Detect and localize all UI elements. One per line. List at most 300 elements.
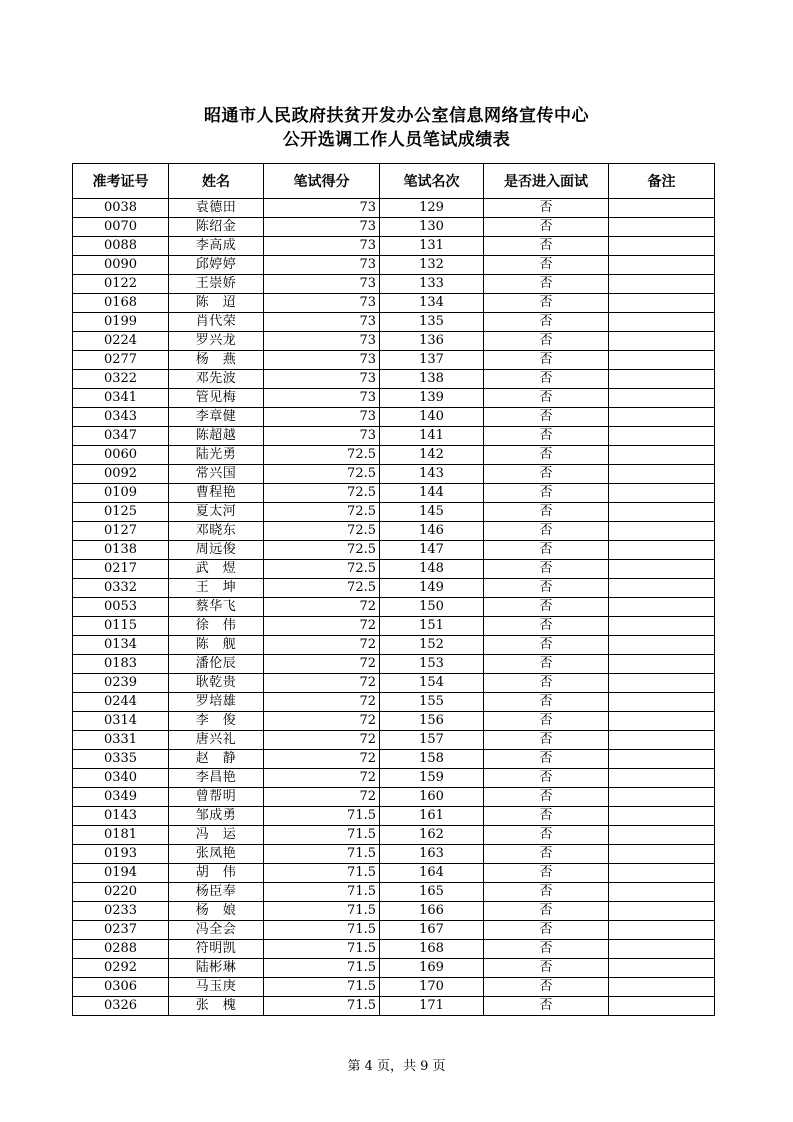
cell-note xyxy=(609,389,715,408)
cell-name: 武 煜 xyxy=(169,560,264,579)
table-row xyxy=(73,294,715,313)
cell-note xyxy=(609,199,715,218)
cell-rank: 153 xyxy=(380,655,484,674)
table-row xyxy=(73,313,715,332)
cell-name: 陆光勇 xyxy=(169,446,264,465)
table-row xyxy=(73,199,715,218)
table-row xyxy=(73,484,715,503)
cell-interview: 否 xyxy=(484,503,609,522)
cell-name: 曾帮明 xyxy=(169,788,264,807)
table-row xyxy=(73,788,715,807)
header-interview: 是否进入面试 xyxy=(484,164,609,199)
cell-note xyxy=(609,351,715,370)
cell-score: 71.5 xyxy=(264,959,380,978)
cell-name: 邹成勇 xyxy=(169,807,264,826)
cell-note xyxy=(609,674,715,693)
table-row xyxy=(73,427,715,446)
cell-note xyxy=(609,541,715,560)
cell-note xyxy=(609,845,715,864)
cell-rank: 170 xyxy=(380,978,484,997)
header-score: 笔试得分 xyxy=(264,164,380,199)
cell-interview: 否 xyxy=(484,750,609,769)
cell-rank: 137 xyxy=(380,351,484,370)
table-row xyxy=(73,237,715,256)
cell-rank: 168 xyxy=(380,940,484,959)
cell-interview: 否 xyxy=(484,218,609,237)
cell-exam-id: 0314 xyxy=(73,712,169,731)
table-row xyxy=(73,617,715,636)
cell-interview: 否 xyxy=(484,693,609,712)
cell-note xyxy=(609,826,715,845)
cell-note xyxy=(609,788,715,807)
cell-exam-id: 0125 xyxy=(73,503,169,522)
table-row xyxy=(73,408,715,427)
title-line-1: 昭通市人民政府扶贫开发办公室信息网络宣传中心 xyxy=(204,106,589,126)
cell-score: 72.5 xyxy=(264,465,380,484)
cell-score: 72.5 xyxy=(264,560,380,579)
cell-rank: 142 xyxy=(380,446,484,465)
cell-score: 71.5 xyxy=(264,902,380,921)
cell-name: 张 槐 xyxy=(169,997,264,1016)
table-row xyxy=(73,731,715,750)
cell-exam-id: 0322 xyxy=(73,370,169,389)
cell-note xyxy=(609,484,715,503)
table-row xyxy=(73,940,715,959)
cell-rank: 160 xyxy=(380,788,484,807)
table-row xyxy=(73,560,715,579)
cell-note xyxy=(609,522,715,541)
cell-interview: 否 xyxy=(484,446,609,465)
cell-exam-id: 0143 xyxy=(73,807,169,826)
cell-rank: 136 xyxy=(380,332,484,351)
cell-interview: 否 xyxy=(484,978,609,997)
cell-rank: 147 xyxy=(380,541,484,560)
cell-rank: 162 xyxy=(380,826,484,845)
cell-score: 72 xyxy=(264,655,380,674)
cell-name: 陈超越 xyxy=(169,427,264,446)
cell-exam-id: 0220 xyxy=(73,883,169,902)
cell-exam-id: 0038 xyxy=(73,199,169,218)
cell-interview: 否 xyxy=(484,427,609,446)
cell-score: 72.5 xyxy=(264,484,380,503)
cell-rank: 134 xyxy=(380,294,484,313)
cell-exam-id: 0292 xyxy=(73,959,169,978)
cell-interview: 否 xyxy=(484,636,609,655)
cell-score: 71.5 xyxy=(264,864,380,883)
table-row xyxy=(73,693,715,712)
cell-score: 73 xyxy=(264,389,380,408)
cell-score: 73 xyxy=(264,427,380,446)
cell-note xyxy=(609,294,715,313)
cell-score: 71.5 xyxy=(264,997,380,1016)
cell-interview: 否 xyxy=(484,199,609,218)
table-row xyxy=(73,389,715,408)
cell-exam-id: 0343 xyxy=(73,408,169,427)
cell-rank: 151 xyxy=(380,617,484,636)
cell-name: 邱婷婷 xyxy=(169,256,264,275)
cell-note xyxy=(609,332,715,351)
table-body xyxy=(73,199,715,1016)
table-row xyxy=(73,465,715,484)
cell-interview: 否 xyxy=(484,541,609,560)
table-row xyxy=(73,636,715,655)
cell-note xyxy=(609,978,715,997)
cell-name: 蔡华飞 xyxy=(169,598,264,617)
cell-name: 陈 舰 xyxy=(169,636,264,655)
cell-score: 73 xyxy=(264,275,380,294)
cell-interview: 否 xyxy=(484,617,609,636)
cell-exam-id: 0288 xyxy=(73,940,169,959)
cell-rank: 171 xyxy=(380,997,484,1016)
table-row xyxy=(73,997,715,1016)
cell-exam-id: 0331 xyxy=(73,731,169,750)
cell-score: 72 xyxy=(264,750,380,769)
cell-note xyxy=(609,446,715,465)
table-row xyxy=(73,921,715,940)
cell-name: 常兴国 xyxy=(169,465,264,484)
cell-score: 71.5 xyxy=(264,883,380,902)
cell-note xyxy=(609,959,715,978)
cell-interview: 否 xyxy=(484,294,609,313)
cell-name: 李昌艳 xyxy=(169,769,264,788)
cell-interview: 否 xyxy=(484,902,609,921)
header-note: 备注 xyxy=(609,164,715,199)
table-row xyxy=(73,541,715,560)
cell-score: 72 xyxy=(264,674,380,693)
cell-interview: 否 xyxy=(484,579,609,598)
cell-interview: 否 xyxy=(484,237,609,256)
cell-exam-id: 0138 xyxy=(73,541,169,560)
cell-name: 曹程艳 xyxy=(169,484,264,503)
cell-rank: 169 xyxy=(380,959,484,978)
cell-interview: 否 xyxy=(484,883,609,902)
cell-exam-id: 0277 xyxy=(73,351,169,370)
cell-interview: 否 xyxy=(484,522,609,541)
score-table xyxy=(72,163,715,1016)
cell-name: 陆彬琳 xyxy=(169,959,264,978)
cell-name: 邓晓东 xyxy=(169,522,264,541)
cell-interview: 否 xyxy=(484,769,609,788)
cell-rank: 139 xyxy=(380,389,484,408)
cell-note xyxy=(609,275,715,294)
cell-interview: 否 xyxy=(484,731,609,750)
cell-score: 73 xyxy=(264,237,380,256)
table-row xyxy=(73,674,715,693)
cell-note xyxy=(609,598,715,617)
cell-name: 夏太河 xyxy=(169,503,264,522)
cell-rank: 145 xyxy=(380,503,484,522)
cell-interview: 否 xyxy=(484,408,609,427)
cell-name: 徐 伟 xyxy=(169,617,264,636)
cell-note xyxy=(609,731,715,750)
cell-exam-id: 0306 xyxy=(73,978,169,997)
cell-interview: 否 xyxy=(484,845,609,864)
cell-name: 潘伦辰 xyxy=(169,655,264,674)
table-row xyxy=(73,598,715,617)
cell-score: 72 xyxy=(264,598,380,617)
cell-note xyxy=(609,807,715,826)
cell-rank: 143 xyxy=(380,465,484,484)
cell-note xyxy=(609,408,715,427)
cell-score: 73 xyxy=(264,370,380,389)
table-row xyxy=(73,902,715,921)
cell-exam-id: 0239 xyxy=(73,674,169,693)
cell-score: 73 xyxy=(264,256,380,275)
cell-name: 符明凯 xyxy=(169,940,264,959)
table-row xyxy=(73,218,715,237)
cell-score: 73 xyxy=(264,313,380,332)
cell-name: 陈 迢 xyxy=(169,294,264,313)
cell-note xyxy=(609,370,715,389)
cell-name: 罗培雄 xyxy=(169,693,264,712)
cell-interview: 否 xyxy=(484,788,609,807)
cell-exam-id: 0090 xyxy=(73,256,169,275)
cell-rank: 159 xyxy=(380,769,484,788)
cell-name: 杨臣奉 xyxy=(169,883,264,902)
cell-interview: 否 xyxy=(484,921,609,940)
cell-exam-id: 0347 xyxy=(73,427,169,446)
cell-score: 72 xyxy=(264,712,380,731)
cell-interview: 否 xyxy=(484,959,609,978)
cell-rank: 163 xyxy=(380,845,484,864)
cell-score: 71.5 xyxy=(264,845,380,864)
cell-score: 71.5 xyxy=(264,940,380,959)
cell-exam-id: 0115 xyxy=(73,617,169,636)
cell-note xyxy=(609,902,715,921)
cell-interview: 否 xyxy=(484,674,609,693)
cell-exam-id: 0109 xyxy=(73,484,169,503)
cell-name: 李高成 xyxy=(169,237,264,256)
cell-name: 王崇娇 xyxy=(169,275,264,294)
table-row xyxy=(73,845,715,864)
table-row xyxy=(73,332,715,351)
table-row xyxy=(73,883,715,902)
cell-score: 72 xyxy=(264,636,380,655)
cell-name: 李章健 xyxy=(169,408,264,427)
page-footer: 第 4 页，共 9 页 xyxy=(347,1059,446,1074)
cell-note xyxy=(609,465,715,484)
cell-score: 71.5 xyxy=(264,921,380,940)
cell-rank: 141 xyxy=(380,427,484,446)
cell-interview: 否 xyxy=(484,598,609,617)
header-exam-id: 准考证号 xyxy=(73,164,169,199)
cell-note xyxy=(609,636,715,655)
cell-note xyxy=(609,883,715,902)
cell-score: 72.5 xyxy=(264,579,380,598)
cell-exam-id: 0194 xyxy=(73,864,169,883)
cell-exam-id: 0122 xyxy=(73,275,169,294)
cell-exam-id: 0070 xyxy=(73,218,169,237)
cell-note xyxy=(609,997,715,1016)
cell-exam-id: 0168 xyxy=(73,294,169,313)
cell-note xyxy=(609,693,715,712)
table-row xyxy=(73,978,715,997)
cell-exam-id: 0183 xyxy=(73,655,169,674)
cell-exam-id: 0237 xyxy=(73,921,169,940)
cell-rank: 146 xyxy=(380,522,484,541)
cell-note xyxy=(609,313,715,332)
cell-exam-id: 0341 xyxy=(73,389,169,408)
cell-score: 72 xyxy=(264,788,380,807)
cell-interview: 否 xyxy=(484,351,609,370)
cell-score: 72 xyxy=(264,693,380,712)
cell-rank: 161 xyxy=(380,807,484,826)
cell-interview: 否 xyxy=(484,712,609,731)
cell-rank: 140 xyxy=(380,408,484,427)
cell-name: 胡 伟 xyxy=(169,864,264,883)
header-rank: 笔试名次 xyxy=(380,164,484,199)
cell-note xyxy=(609,712,715,731)
cell-note xyxy=(609,940,715,959)
cell-note xyxy=(609,237,715,256)
cell-rank: 148 xyxy=(380,560,484,579)
table-row xyxy=(73,370,715,389)
cell-rank: 165 xyxy=(380,883,484,902)
cell-rank: 157 xyxy=(380,731,484,750)
cell-score: 73 xyxy=(264,351,380,370)
cell-rank: 164 xyxy=(380,864,484,883)
cell-note xyxy=(609,617,715,636)
cell-interview: 否 xyxy=(484,940,609,959)
cell-note xyxy=(609,921,715,940)
cell-score: 71.5 xyxy=(264,978,380,997)
cell-name: 邓先波 xyxy=(169,370,264,389)
cell-exam-id: 0053 xyxy=(73,598,169,617)
cell-exam-id: 0088 xyxy=(73,237,169,256)
cell-interview: 否 xyxy=(484,332,609,351)
cell-name: 张凤艳 xyxy=(169,845,264,864)
cell-score: 71.5 xyxy=(264,807,380,826)
cell-name: 杨 燕 xyxy=(169,351,264,370)
cell-note xyxy=(609,769,715,788)
table-row xyxy=(73,503,715,522)
cell-rank: 129 xyxy=(380,199,484,218)
cell-name: 罗兴龙 xyxy=(169,332,264,351)
cell-score: 72.5 xyxy=(264,446,380,465)
cell-interview: 否 xyxy=(484,313,609,332)
table-row xyxy=(73,446,715,465)
table-row xyxy=(73,826,715,845)
cell-rank: 133 xyxy=(380,275,484,294)
cell-exam-id: 0199 xyxy=(73,313,169,332)
cell-exam-id: 0127 xyxy=(73,522,169,541)
cell-score: 73 xyxy=(264,199,380,218)
cell-interview: 否 xyxy=(484,864,609,883)
cell-score: 73 xyxy=(264,218,380,237)
table-row xyxy=(73,522,715,541)
cell-exam-id: 0332 xyxy=(73,579,169,598)
cell-name: 李 俊 xyxy=(169,712,264,731)
cell-note xyxy=(609,655,715,674)
table-row xyxy=(73,959,715,978)
cell-rank: 130 xyxy=(380,218,484,237)
table-row xyxy=(73,275,715,294)
cell-rank: 131 xyxy=(380,237,484,256)
cell-score: 73 xyxy=(264,332,380,351)
table-row xyxy=(73,579,715,598)
cell-name: 赵 静 xyxy=(169,750,264,769)
table-row xyxy=(73,750,715,769)
cell-exam-id: 0060 xyxy=(73,446,169,465)
cell-rank: 166 xyxy=(380,902,484,921)
cell-rank: 155 xyxy=(380,693,484,712)
cell-rank: 158 xyxy=(380,750,484,769)
cell-rank: 150 xyxy=(380,598,484,617)
cell-name: 马玉庚 xyxy=(169,978,264,997)
cell-note xyxy=(609,503,715,522)
cell-name: 管见梅 xyxy=(169,389,264,408)
cell-interview: 否 xyxy=(484,370,609,389)
table-row xyxy=(73,351,715,370)
cell-score: 72 xyxy=(264,769,380,788)
table-row xyxy=(73,712,715,731)
header-name: 姓名 xyxy=(169,164,264,199)
cell-interview: 否 xyxy=(484,484,609,503)
header-row xyxy=(73,164,715,199)
cell-exam-id: 0244 xyxy=(73,693,169,712)
cell-name: 陈绍金 xyxy=(169,218,264,237)
cell-score: 72.5 xyxy=(264,503,380,522)
cell-note xyxy=(609,579,715,598)
cell-exam-id: 0134 xyxy=(73,636,169,655)
cell-exam-id: 0224 xyxy=(73,332,169,351)
cell-interview: 否 xyxy=(484,807,609,826)
table-row xyxy=(73,864,715,883)
cell-score: 72 xyxy=(264,617,380,636)
cell-name: 耿乾贵 xyxy=(169,674,264,693)
cell-interview: 否 xyxy=(484,389,609,408)
cell-rank: 135 xyxy=(380,313,484,332)
cell-rank: 152 xyxy=(380,636,484,655)
cell-score: 71.5 xyxy=(264,826,380,845)
cell-score: 72 xyxy=(264,731,380,750)
cell-rank: 132 xyxy=(380,256,484,275)
cell-exam-id: 0233 xyxy=(73,902,169,921)
cell-note xyxy=(609,218,715,237)
cell-rank: 149 xyxy=(380,579,484,598)
cell-score: 73 xyxy=(264,408,380,427)
cell-note xyxy=(609,256,715,275)
cell-exam-id: 0326 xyxy=(73,997,169,1016)
table-row xyxy=(73,769,715,788)
cell-exam-id: 0217 xyxy=(73,560,169,579)
cell-name: 冯 运 xyxy=(169,826,264,845)
cell-name: 周远俊 xyxy=(169,541,264,560)
cell-name: 冯全会 xyxy=(169,921,264,940)
cell-interview: 否 xyxy=(484,560,609,579)
cell-note xyxy=(609,750,715,769)
cell-rank: 167 xyxy=(380,921,484,940)
cell-rank: 154 xyxy=(380,674,484,693)
cell-score: 72.5 xyxy=(264,541,380,560)
cell-name: 袁德田 xyxy=(169,199,264,218)
cell-note xyxy=(609,864,715,883)
cell-interview: 否 xyxy=(484,275,609,294)
document-title xyxy=(0,104,793,152)
cell-score: 73 xyxy=(264,294,380,313)
cell-name: 王 坤 xyxy=(169,579,264,598)
cell-exam-id: 0340 xyxy=(73,769,169,788)
cell-interview: 否 xyxy=(484,655,609,674)
cell-rank: 144 xyxy=(380,484,484,503)
table-row xyxy=(73,256,715,275)
cell-note xyxy=(609,560,715,579)
cell-interview: 否 xyxy=(484,256,609,275)
cell-interview: 否 xyxy=(484,465,609,484)
table-row xyxy=(73,807,715,826)
table-row xyxy=(73,655,715,674)
cell-exam-id: 0092 xyxy=(73,465,169,484)
